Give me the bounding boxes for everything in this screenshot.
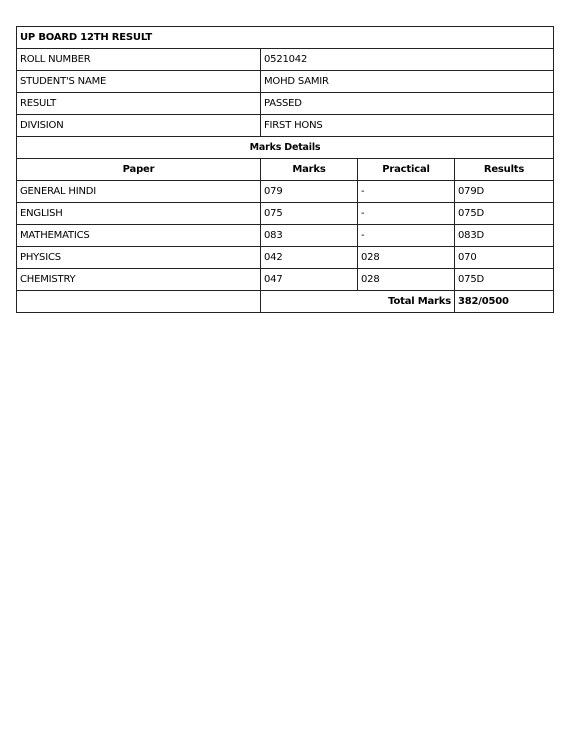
paper-practical: - [358,225,455,247]
marks-details-title: Marks Details [17,137,554,159]
paper-name: PHYSICS [17,247,261,269]
marks-header-row [17,159,554,181]
column-header-practical: Practical [358,159,455,181]
column-header-paper: Paper [17,159,261,181]
paper-result: 075D [455,203,554,225]
roll-number-value: 0521042 [261,49,554,71]
total-marks-value: 382/0500 [455,291,554,313]
marks-section-row [17,137,554,159]
paper-marks: 042 [261,247,358,269]
column-header-results: Results [455,159,554,181]
table-row [17,203,554,225]
table-row [17,269,554,291]
roll-number-row [17,49,554,71]
division-row [17,115,554,137]
table-row [17,181,554,203]
column-header-marks: Marks [261,159,358,181]
division-label: DIVISION [17,115,261,137]
total-row [17,291,554,313]
paper-result: 070 [455,247,554,269]
paper-marks: 075 [261,203,358,225]
student-name-row [17,71,554,93]
result-value: PASSED [261,93,554,115]
paper-practical: 028 [358,247,455,269]
paper-result: 075D [455,269,554,291]
roll-number-label: ROLL NUMBER [17,49,261,71]
paper-marks: 079 [261,181,358,203]
division-value: FIRST HONS [261,115,554,137]
paper-result: 079D [455,181,554,203]
student-name-label: STUDENT'S NAME [17,71,261,93]
paper-practical: 028 [358,269,455,291]
title-row [17,27,554,49]
total-empty-cell [17,291,261,313]
paper-marks: 047 [261,269,358,291]
paper-name: CHEMISTRY [17,269,261,291]
paper-name: ENGLISH [17,203,261,225]
table-row [17,225,554,247]
paper-practical: - [358,181,455,203]
result-row [17,93,554,115]
paper-name: MATHEMATICS [17,225,261,247]
total-marks-label: Total Marks [261,291,455,313]
paper-name: GENERAL HINDI [17,181,261,203]
result-table [16,26,554,313]
student-name-value: MOHD SAMIR [261,71,554,93]
result-title: UP BOARD 12TH RESULT [17,27,554,49]
paper-practical: - [358,203,455,225]
table-row [17,247,554,269]
paper-marks: 083 [261,225,358,247]
result-label: RESULT [17,93,261,115]
paper-result: 083D [455,225,554,247]
